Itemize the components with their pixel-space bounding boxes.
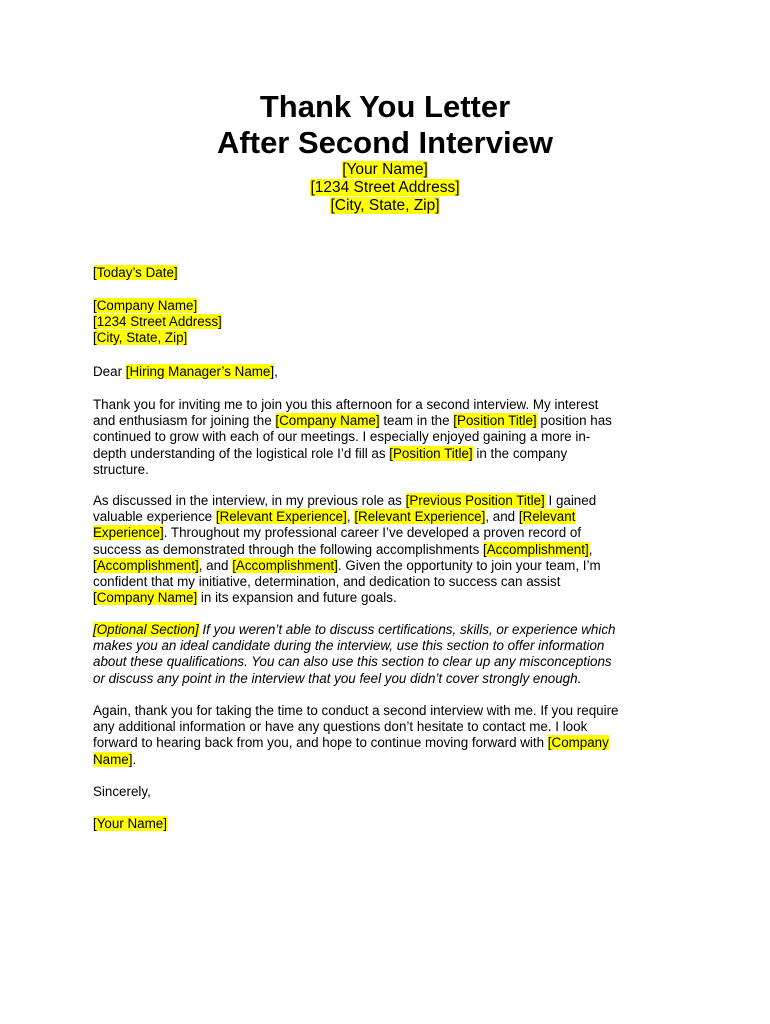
optional-section-placeholder: [Optional Section] xyxy=(93,622,199,637)
accomplishment-placeholder: [Accomplishment] xyxy=(483,541,589,557)
company-name-placeholder: [Company Name] xyxy=(93,590,198,606)
p3-line-1: [Optional Section] If you weren’t able to discuss certifications, skills, or experience which xyxy=(93,622,616,637)
p4-line-3: forward to hearing back from you, and hope to continue moving forward with [Company xyxy=(93,735,609,751)
p3-line-4: or discuss any point in the interview that you feel you didn’t cover strongly enough. xyxy=(93,670,582,686)
p2-line-5: [Accomplishment], and [Accomplishment]. Given the opportunity to join your team, I’m xyxy=(93,557,601,573)
p1-line-3: continued to grow with each of our meetings. I especially enjoyed gaining a more in- xyxy=(93,429,591,445)
title-line-2: After Second Interview xyxy=(217,125,553,160)
relevant-experience-placeholder: [Relevant xyxy=(518,509,576,525)
date-block xyxy=(93,265,683,281)
sender-city-line xyxy=(0,197,770,215)
greeting xyxy=(93,364,683,380)
sender-address-line xyxy=(0,179,770,197)
company-name-placeholder: [Company xyxy=(547,735,609,751)
accomplishment-placeholder: [Accomplishment] xyxy=(232,557,338,573)
p4-line-1: Again, thank you for taking the time to conduct a second interview with me. If you require xyxy=(93,703,619,718)
p1-line-1: Thank you for inviting me to join you this afternoon for a second interview. My interest xyxy=(93,397,599,412)
sender-address: [1234 Street Address] xyxy=(310,179,460,196)
recipient-block xyxy=(93,298,683,347)
relevant-experience-placeholder: [Relevant Experience] xyxy=(354,509,486,525)
signature-block xyxy=(93,816,683,832)
p4-line-4: Name]. xyxy=(93,751,137,767)
p2-line-7: [Company Name] in its expansion and future goals. xyxy=(93,590,397,606)
p2-line-4: success as demonstrated through the following accomplishments [Accomplishment], xyxy=(93,541,593,557)
company-name-placeholder: [Company Name] xyxy=(275,413,380,429)
title-line-1: Thank You Letter xyxy=(259,89,511,124)
paragraph-1 xyxy=(93,397,683,478)
p2-line-2: valuable experience [Relevant Experience], [Relevant Experience], and [Relevant xyxy=(93,509,576,525)
p2-line-3: Experience]. Throughout my professional career I’ve developed a proven record of xyxy=(93,525,582,541)
p2-line-6: confident that my initiative, determination, and dedication to success can assist xyxy=(93,574,561,590)
sender-name: [Your Name] xyxy=(342,161,428,178)
recipient-company: [Company Name] xyxy=(93,298,198,313)
p3-line-2: makes you an ideal candidate during the interview, use this section to offer information xyxy=(93,638,605,654)
paragraph-3-optional xyxy=(93,622,683,687)
company-name-placeholder: Name] xyxy=(93,751,133,767)
relevant-experience-placeholder: [Relevant Experience] xyxy=(215,509,347,525)
closing xyxy=(93,784,683,800)
signature-name: [Your Name] xyxy=(93,816,167,831)
p1-line-2: and enthusiasm for joining the [Company Name] team in the [Position Title] position has xyxy=(93,413,612,429)
recipient-address: [1234 Street Address] xyxy=(93,314,222,330)
greeting-suffix: , xyxy=(274,364,278,379)
paragraph-4 xyxy=(93,703,683,768)
sender-city: [City, State, Zip] xyxy=(330,197,440,214)
p3-line-3: about these qualifications. You can also use this section to clear up any misconceptions xyxy=(93,654,612,670)
p1-line-5: structure. xyxy=(93,461,149,477)
date: [Today’s Date] xyxy=(93,265,178,280)
p2-line-1: As discussed in the interview, in my previous role as [Previous Position Title] I gained xyxy=(93,493,597,508)
sender-name-line xyxy=(0,161,770,179)
closing-text: Sincerely, xyxy=(93,784,151,799)
relevant-experience-placeholder: Experience] xyxy=(93,525,164,541)
position-title-placeholder: [Position Title] xyxy=(389,445,473,461)
paragraph-2 xyxy=(93,493,683,606)
previous-position-placeholder: [Previous Position Title] xyxy=(405,493,545,508)
recipient-city: [City, State, Zip] xyxy=(93,330,188,346)
p4-line-2: any additional information or have any questions don’t hesitate to contact me. I look xyxy=(93,719,588,735)
accomplishment-placeholder: [Accomplishment] xyxy=(93,557,199,573)
p1-line-4: depth understanding of the logistical role I’d fill as [Position Title] in the company xyxy=(93,445,568,461)
hiring-manager-name: [Hiring Manager’s Name] xyxy=(125,364,275,379)
position-title-placeholder: [Position Title] xyxy=(453,413,537,429)
greeting-prefix: Dear xyxy=(93,364,126,379)
